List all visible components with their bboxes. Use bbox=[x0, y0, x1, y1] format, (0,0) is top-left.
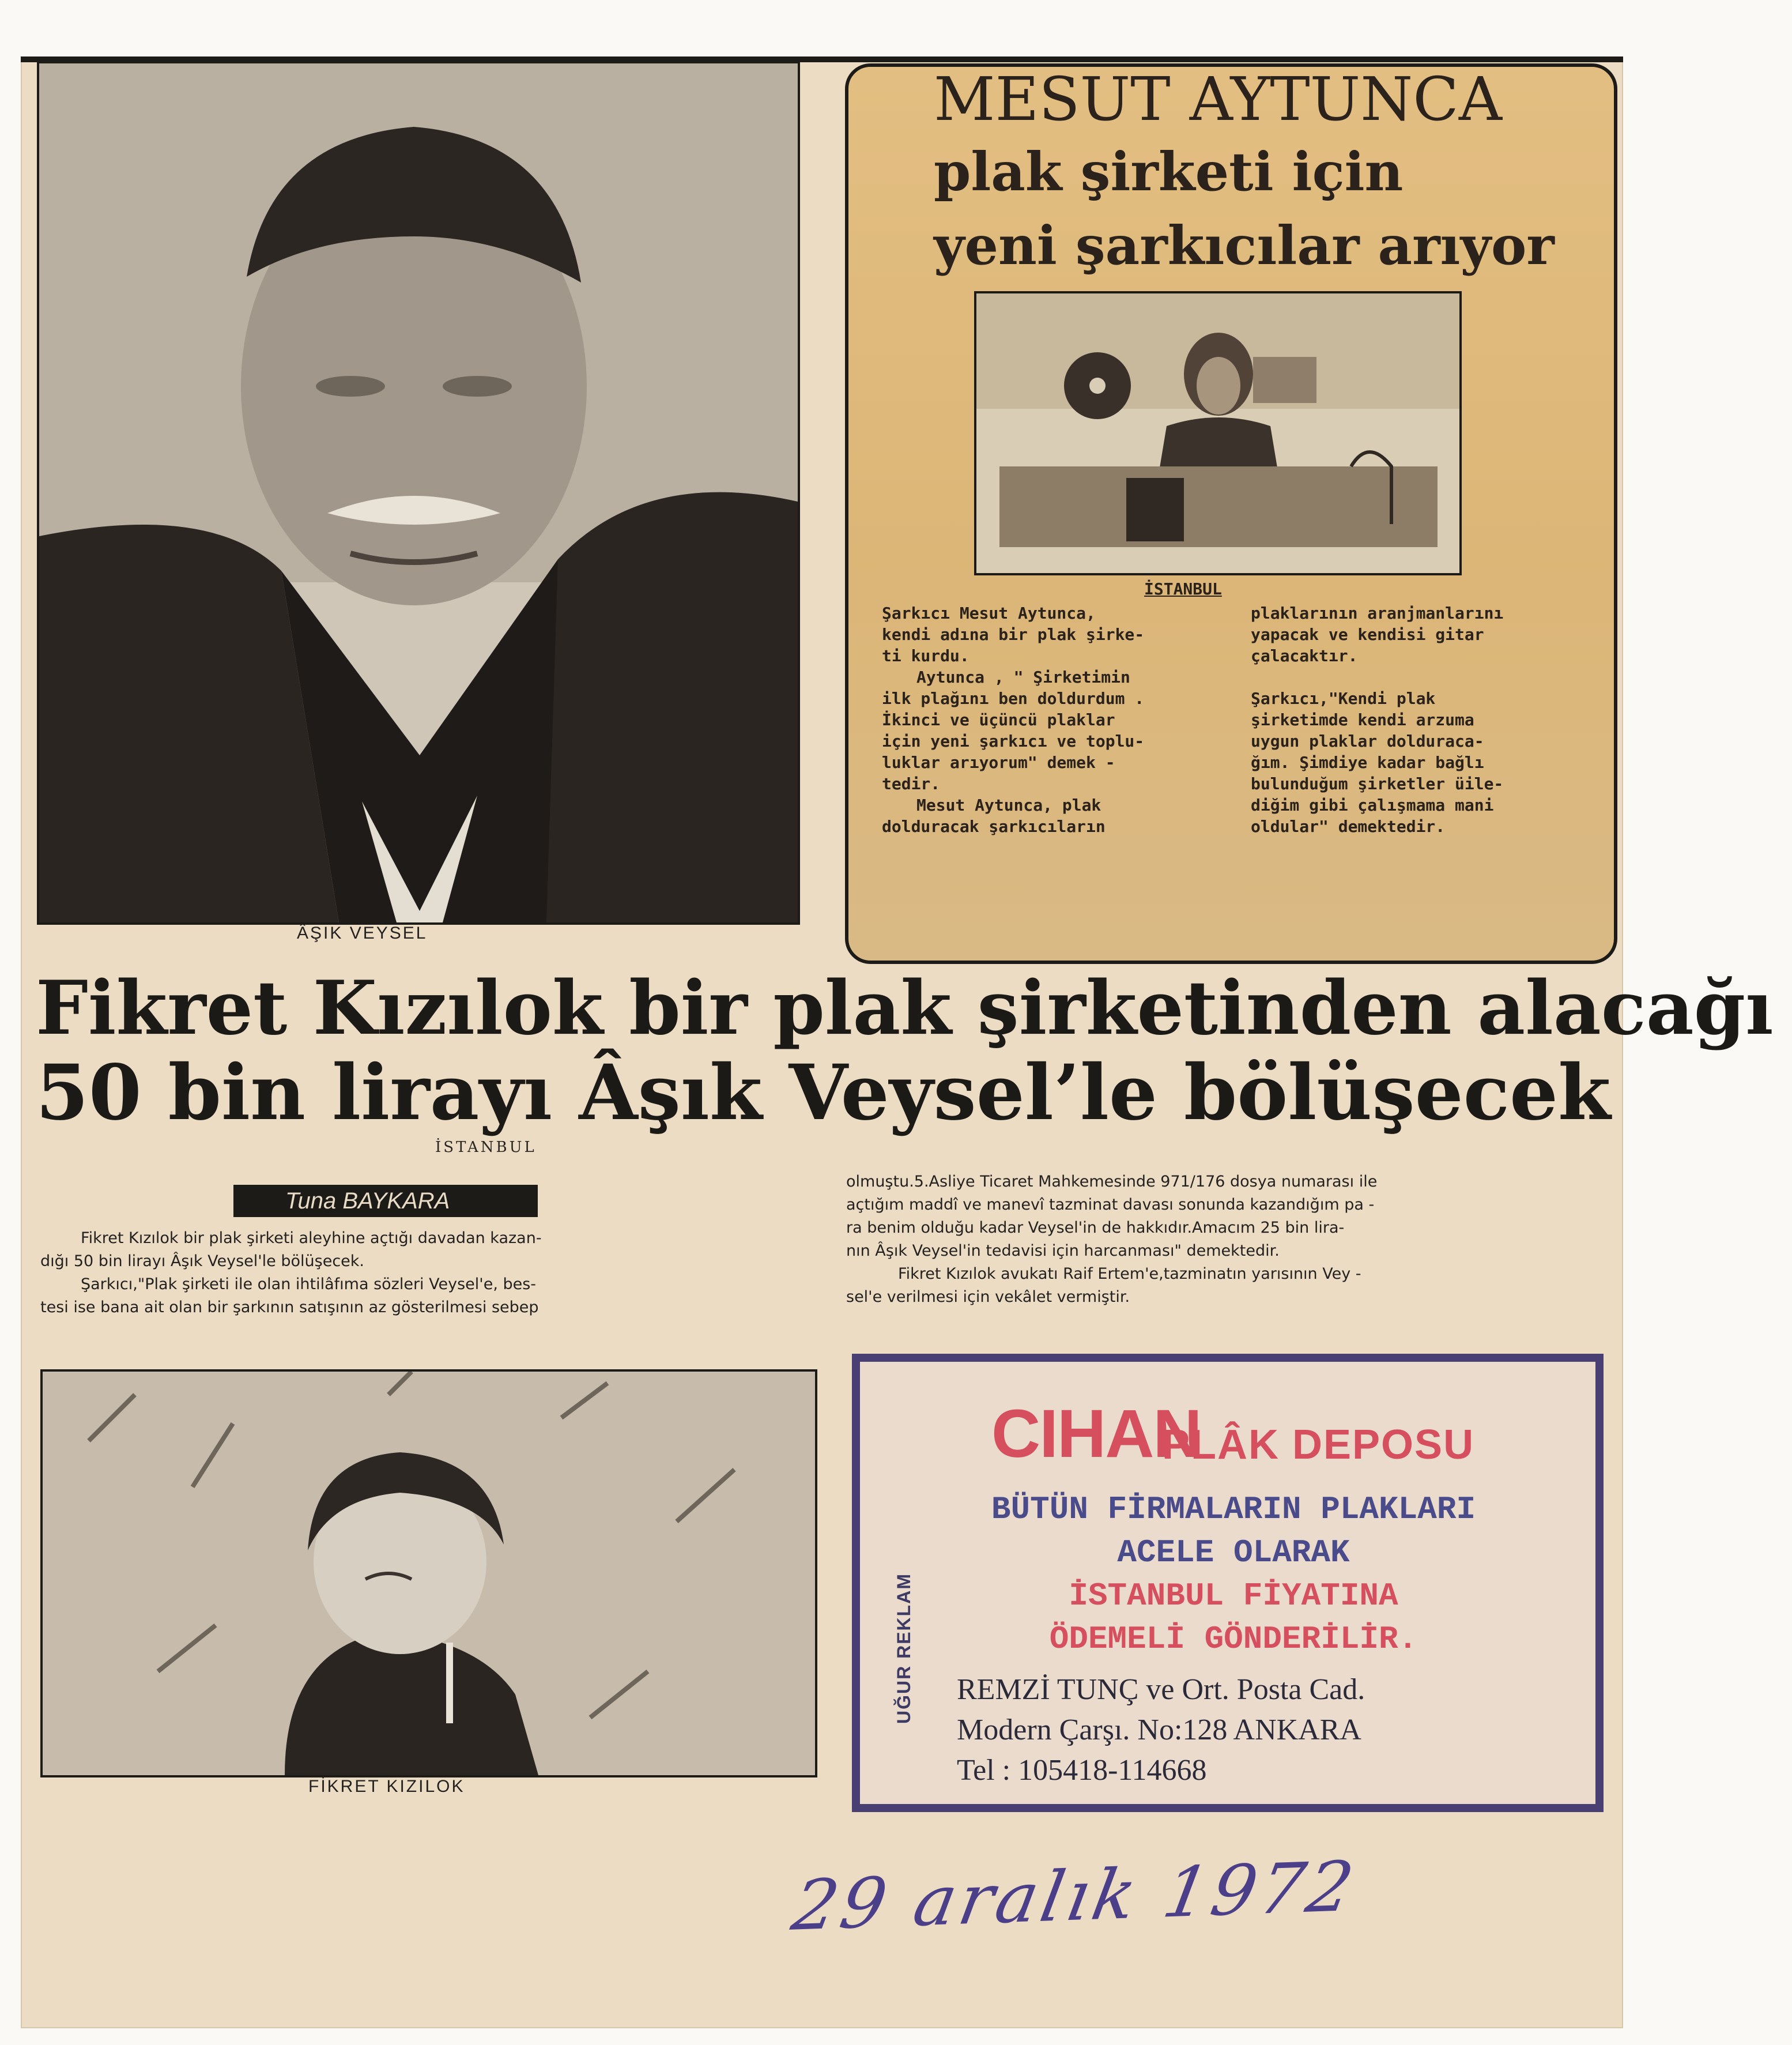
ad-address-2: Modern Çarşı. No:128 ANKARA bbox=[957, 1713, 1361, 1746]
ad-brand-sub: PLÂK DEPOSU bbox=[1162, 1422, 1475, 1468]
article-col2-line: ra benim olduğu kadar Veysel'in de hakkıdır.Amacım 25 bin lira- bbox=[846, 1219, 1345, 1237]
photo-asik-veysel bbox=[37, 61, 800, 925]
mesut-col1-line: dolduracak şarkıcıların bbox=[882, 817, 1106, 836]
mesut-col1-line: Aytunca , " Şirketimin bbox=[916, 668, 1130, 687]
ad-phone: Tel : 105418-114668 bbox=[957, 1754, 1207, 1787]
portrait-veysel-image bbox=[39, 63, 798, 922]
mesut-col1-line: İkinci ve üçüncü plaklar bbox=[882, 710, 1115, 729]
mesut-column-2 bbox=[1251, 602, 1585, 837]
portrait-fikret-image bbox=[43, 1372, 815, 1775]
ad-address-1: REMZİ TUNÇ ve Ort. Posta Cad. bbox=[957, 1673, 1365, 1706]
mesut-col2-line: çalacaktır. bbox=[1251, 646, 1358, 665]
article-col1-line: dığı 50 bin lirayı Âşık Veysel'le bölüşecek. bbox=[40, 1252, 364, 1270]
mesut-col2-line: diğim gibi çalışmama mani bbox=[1251, 796, 1494, 815]
article-col2-line: sel'e verilmesi için vekâlet vermiştir. bbox=[846, 1288, 1130, 1306]
headline-line-1: Fikret Kızılok bir plak şirketinden alacağı bbox=[36, 965, 1774, 1052]
mesut-subtitle-2: yeni şarkıcılar arıyor bbox=[934, 214, 1555, 277]
mesut-col2-line: bulunduğum şirketler üile- bbox=[1251, 774, 1504, 793]
mesut-col2-line: uygun plaklar dolduraca- bbox=[1251, 732, 1484, 751]
photo-mesut-aytunca bbox=[974, 291, 1462, 575]
headline-line-2: 50 bin lirayı Âşık Veysel’le bölüşecek bbox=[36, 1048, 1611, 1138]
article-column-2 bbox=[846, 1170, 1619, 1309]
ad-line-3: İSTANBUL FİYATINA bbox=[1069, 1577, 1398, 1614]
caption-fikret-kizilok: FİKRET KIZILOK bbox=[308, 1777, 465, 1796]
mesut-col1-line: ti kurdu. bbox=[882, 646, 969, 665]
mesut-col1-line: ilk plağını ben doldurdum . bbox=[882, 689, 1145, 708]
mesut-aytunca-image bbox=[976, 293, 1459, 573]
mesut-col1-line: için yeni şarkıcı ve toplu- bbox=[882, 732, 1145, 751]
ad-side-label: UĞUR REKLAM bbox=[893, 1573, 914, 1724]
article-col1-line: Şarkıcı,"Plak şirketi ile olan ihtilâfıma sözleri Veysel'e, bes- bbox=[81, 1275, 537, 1293]
mesut-col1-line: luklar arıyorum" demek - bbox=[882, 753, 1115, 772]
article-col2-line: Fikret Kızılok avukatı Raif Ertem'e,tazminatın yarısının Vey - bbox=[898, 1265, 1361, 1283]
ad-line-1: BÜTÜN FİRMALARIN PLAKLARI bbox=[991, 1491, 1476, 1528]
mesut-col2-line bbox=[1251, 666, 1585, 688]
mesut-col2-line: yapacak ve kendisi gitar bbox=[1251, 625, 1484, 644]
article-col2-line: nın Âşık Veysel'in tedavisi için harcanması" demektedir. bbox=[846, 1242, 1280, 1260]
article-col1-line: tesi ise bana ait olan bir şarkının satışının az gösterilmesi sebep bbox=[40, 1298, 539, 1316]
caption-asik-veysel: ÂŞIK VEYSEL bbox=[297, 924, 428, 943]
byline: Tuna BAYKARA bbox=[233, 1185, 538, 1217]
photo-fikret-kizilok bbox=[40, 1369, 817, 1777]
mesut-col2-line: şirketimde kendi arzuma bbox=[1251, 710, 1474, 729]
article-location: İSTANBUL bbox=[435, 1139, 537, 1156]
article-col1-line: Fikret Kızılok bir plak şirketi aleyhine açtığı davadan kazan- bbox=[81, 1229, 542, 1247]
article-column-1 bbox=[40, 1227, 813, 1319]
mesut-col1-line: tedir. bbox=[882, 774, 941, 793]
handwritten-date: 29 aralık 1972 bbox=[786, 1847, 1363, 1946]
mesut-col1-line: kendi adına bir plak şirke- bbox=[882, 625, 1145, 644]
mesut-col2-line: oldular" demektedir. bbox=[1251, 817, 1446, 836]
ad-brand: CIHAN bbox=[991, 1396, 1201, 1472]
ad-line-4: ÖDEMELİ GÖNDERİLİR. bbox=[1049, 1621, 1418, 1658]
mesut-col1-line: Şarkıcı Mesut Aytunca, bbox=[882, 604, 1096, 623]
mesut-col2-line: plaklarının aranjmanlarını bbox=[1251, 604, 1504, 623]
mesut-col2-line: Şarkıcı,"Kendi plak bbox=[1251, 689, 1436, 708]
mesut-location: İSTANBUL bbox=[1144, 579, 1222, 598]
mesut-column-1 bbox=[882, 602, 1205, 837]
article-col2-line: açtığım maddî ve manevî tazminat davası sonunda kazandığım pa - bbox=[846, 1196, 1375, 1214]
ad-line-2: ACELE OLARAK bbox=[1117, 1534, 1350, 1571]
mesut-title: MESUT AYTUNCA bbox=[934, 64, 1502, 134]
mesut-subtitle-1: plak şirketi için bbox=[934, 141, 1404, 203]
mesut-col1-line: Mesut Aytunca, plak bbox=[916, 796, 1101, 815]
mesut-col2-line: ğım. Şimdiye kadar bağlı bbox=[1251, 753, 1484, 772]
article-col2-line: olmuştu.5.Asliye Ticaret Mahkemesinde 971/176 dosya numarası ile bbox=[846, 1173, 1378, 1191]
